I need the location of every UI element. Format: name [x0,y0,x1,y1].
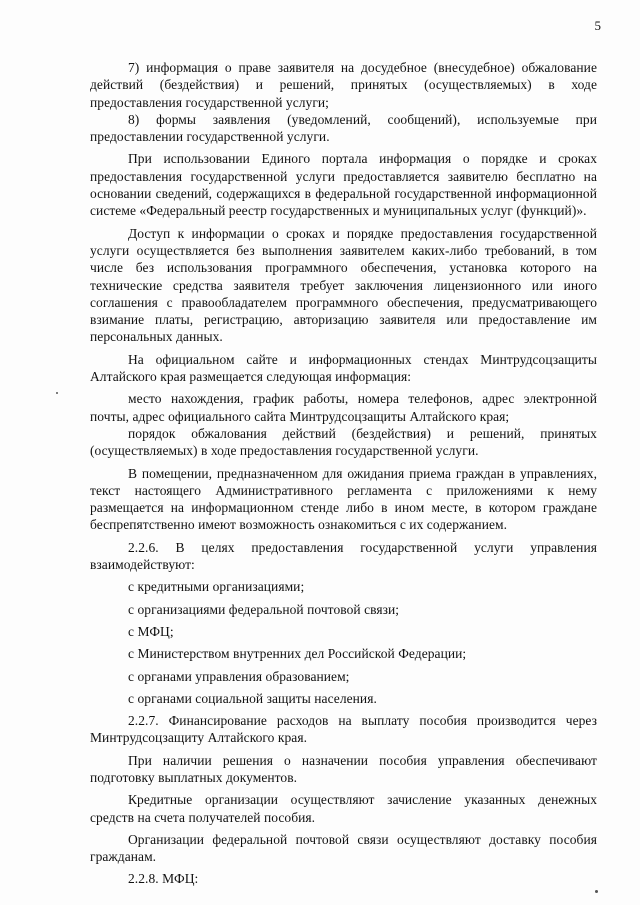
document-body [90,59,597,888]
paragraph-access-to-information: Доступ к информации о сроках и порядке предоставления государственной услуги осуществляется без выполнения заявителем каких-либо требований, в том числе без использования программного обеспечения, установка которого на технические средства заявителя требует заключения лицензионного или иного соглашения с правообладателем программного обеспечения, предусматривающего взимание платы, регистрацию, авторизацию заявителя или предоставление им персональных данных. [90,225,597,345]
list-item-mfc: с МФЦ; [128,623,174,639]
paragraph-appeal-procedure: порядок обжалования действий (бездействия) и решений, принятых (осуществляемых) в ходе предоставления государственной услуги. [90,425,597,459]
list-item-social-protection-bodies: с органами социальной защиты населения. [128,690,377,706]
paragraph-2-2-6: 2.2.6. В целях предоставления государственной услуги управления взаимодействуют: [90,539,597,573]
scan-speck [595,890,598,893]
paragraph-item-7: 7) информация о праве заявителя на досудебное (внесудебное) обжалование действий (бездействия) и решений, принятых (осуществляемых) в ходе предоставления государственной услуги; [90,60,597,110]
paragraph-payment-documents: При наличии решения о назначении пособия управления обеспечивают подготовку выплатных документов. [90,752,597,785]
paragraph-postal-delivery: Организации федеральной почтовой связи осуществляют доставку пособия гражданам. [90,831,597,865]
scan-speck [56,392,58,394]
paragraph-unified-portal: При использовании Единого портала информация о порядке и сроках предоставления государственной услуги предоставляется заявителю бесплатно на основании сведений, содержащихся в федеральной государственной информационной системе «Федеральный реестр государственных и муниципальных услуг (функций)». [90,151,597,219]
paragraph-2-2-8: 2.2.8. МФЦ: [128,871,199,887]
paragraph-item-8: 8) формы заявления (уведомлений, сообщений), используемые при предоставлении государственной услуги. [90,111,597,145]
paragraph-credit-organizations: Кредитные организации осуществляют зачисление указанных денежных средств на счета получателей пособия. [90,792,597,825]
paragraph-2-2-7: 2.2.7. Финансирование расходов на выплату пособия производится через Минтрудсоцзащиту Алтайского края. [90,713,597,746]
list-item-postal-organizations: с организациями федеральной почтовой связи; [128,601,400,617]
paragraph-location-info: место нахождения, график работы, номера телефонов, адрес электронной почты, адрес официального сайта Минтрудсоцзащиты Алтайского края; [90,391,597,424]
list-item-education-bodies: с органами управления образованием; [128,668,350,684]
list-item-interior-ministry: с Министерством внутренних дел Российской Федерации; [128,646,467,662]
list-item-credit-organizations: с кредитными организациями; [128,579,305,595]
paragraph-waiting-room: В помещении, предназначенном для ожидания приема граждан в управлениях, текст настоящего Административного регламента с приложениями к нему размещается на информационном стенде либо в ином месте, в котором граждане беспрепятственно имеют возможность ознакомиться с их содержанием. [90,465,597,533]
page-number: 5 [594,18,601,33]
paragraph-official-site: На официальном сайте и информационных стендах Минтрудсоцзащиты Алтайского края размещается следующая информация: [90,351,597,385]
